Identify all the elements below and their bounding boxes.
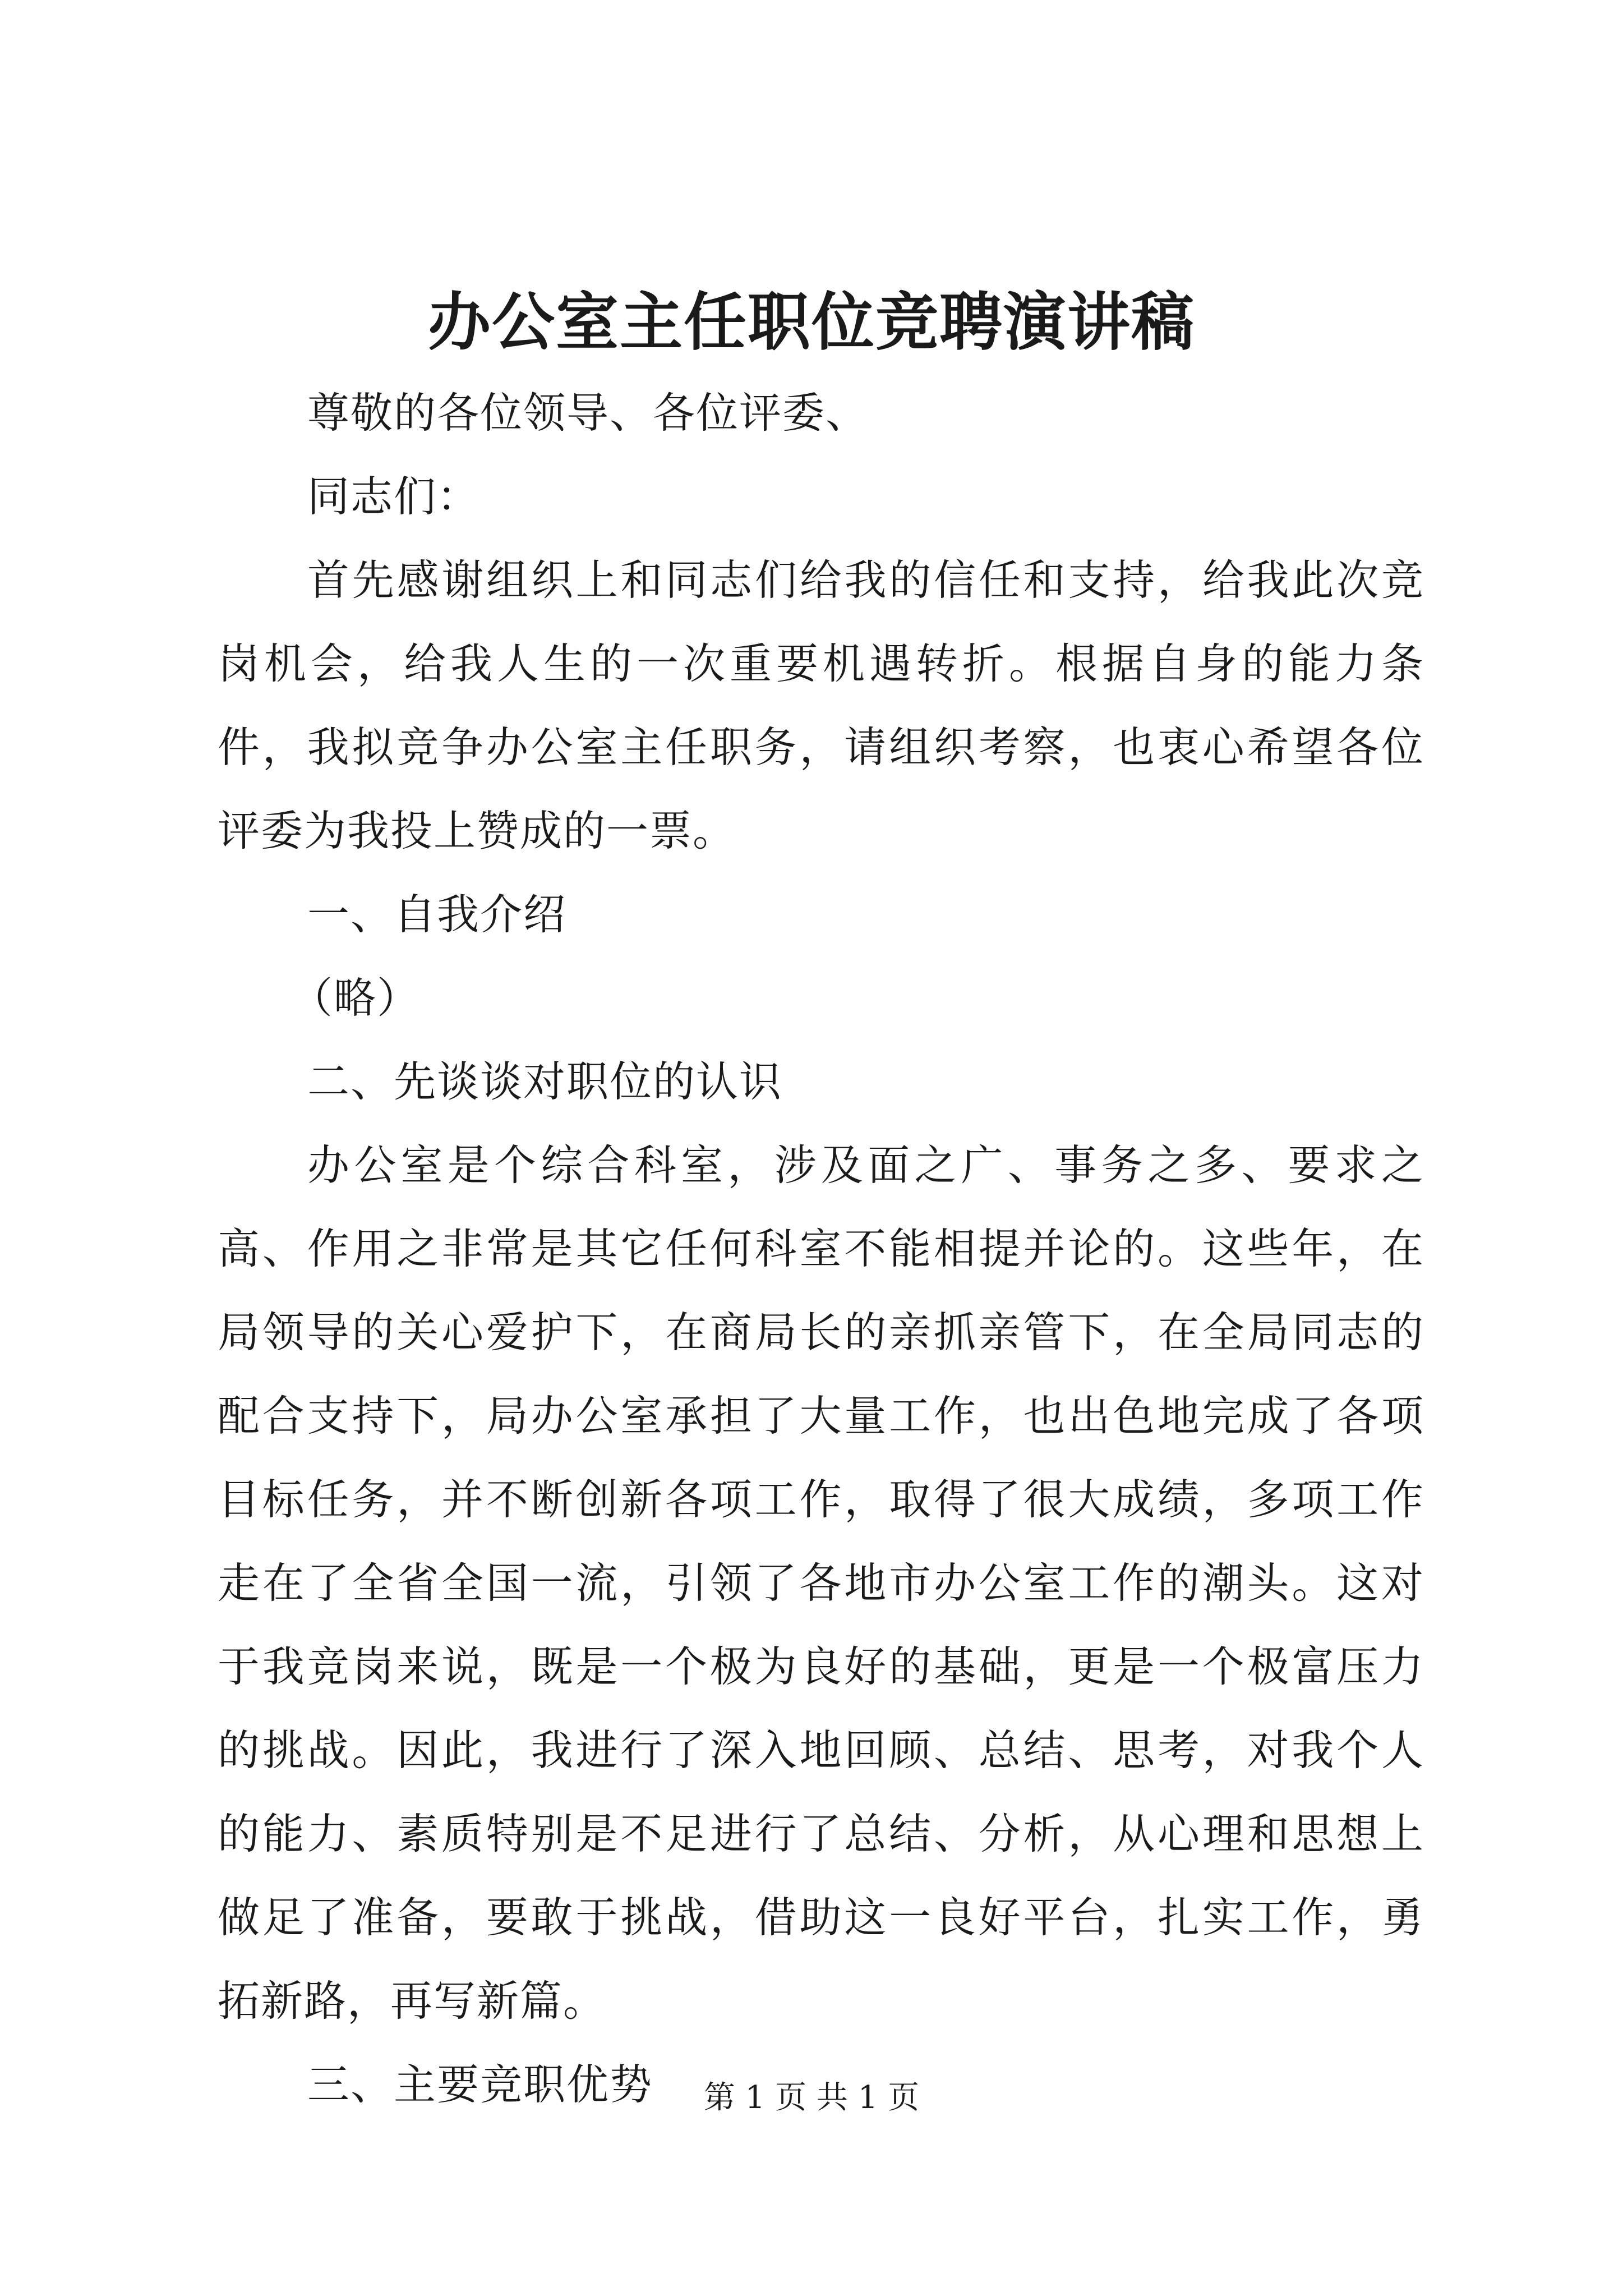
section-heading-3: 三、主要竞职优势: [307, 2060, 653, 2109]
intro-paragraph: 首先感谢组织上和同志们给我的信任和支持，给我此次竞岗机会，给我人生的一次重要机遇转折。根据自身的能力条件，我拟竞争办公室主任职务，请组织考察，也衷心希望各位评委为我投上赞成的一票。: [218, 555, 1424, 855]
section-heading-1: 一、自我介绍: [307, 890, 567, 939]
section-2-paragraph: 办公室是个综合科室，涉及面之广、事务之多、要求之高、作用之非常是其它任何科室不能相提并论的。这些年，在局领导的关心爱护下，在商局长的亲抓亲管下，在全局同志的配合支持下，局办公室承担了大量工作，也出色地完成了各项目标任务，并不断创新各项工作，取得了很大成绩，多项工作走在了全省全国一流，引领了各地市办公室工作的潮头。这对于我竞岗来说，既是一个极为良好的基础，更是一个极富压力的挑战。因此，我进行了深入地回顾、总结、思考，对我个人的能力、素质特别是不足进行了总结、分析，从心理和思想上做足了准备，要敢于挑战，借助这一良好平台，扎实工作，勇拓新路，再写新篇。: [218, 1140, 1424, 2026]
salutation-line-2: 同志们：: [307, 472, 481, 521]
document-body: [218, 371, 1424, 2127]
salutation-line-1: 尊敬的各位领导、各位评委、: [307, 388, 869, 438]
page-footer: 第 1 页 共 1 页: [703, 2079, 920, 2116]
document-title: 办公室主任职位竞聘演讲稿: [428, 286, 1195, 359]
section-1-content: （略）: [291, 973, 421, 1023]
section-heading-2: 二、先谈谈对职位的认识: [307, 1057, 783, 1106]
